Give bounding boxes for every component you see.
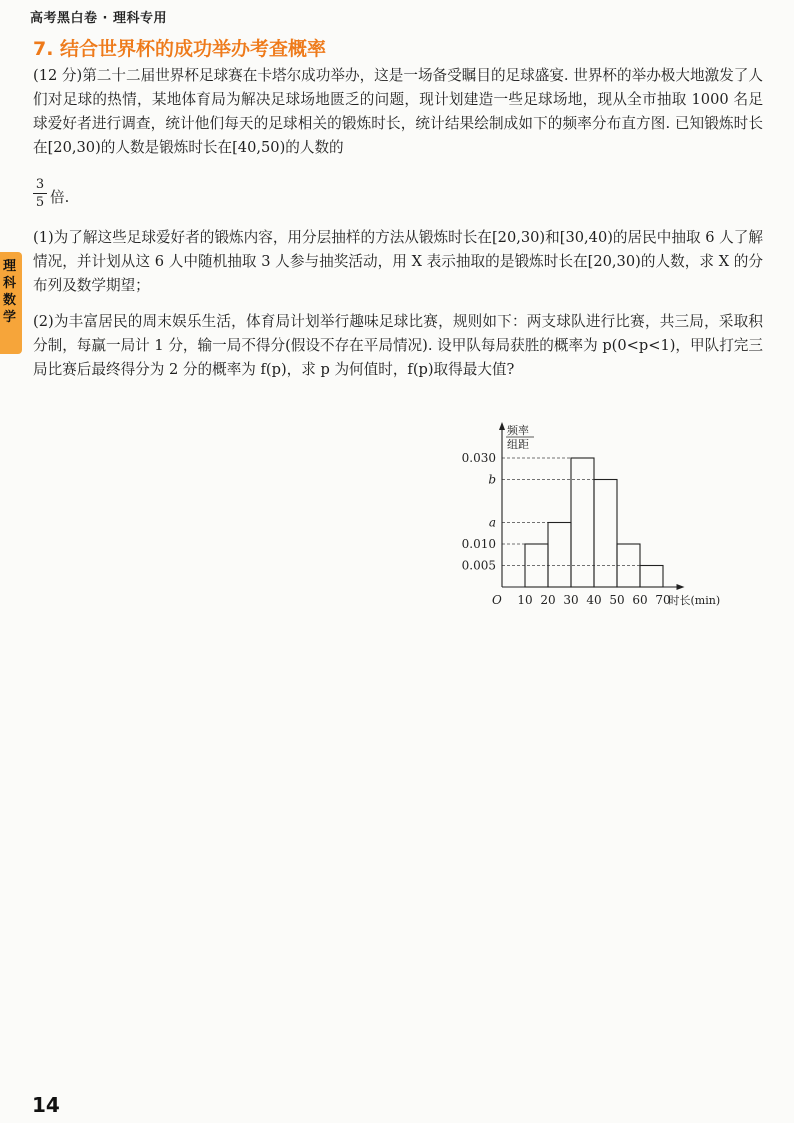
histogram-bar bbox=[640, 566, 663, 588]
origin-label: O bbox=[492, 593, 502, 607]
x-tick-label: 70 bbox=[655, 593, 671, 607]
y-label-bottom: 组距 bbox=[507, 438, 529, 451]
x-tick-label: 20 bbox=[540, 593, 556, 607]
problem-title: 7. 结合世界杯的成功举办考查概率 bbox=[33, 38, 327, 60]
fraction-suffix: 倍. bbox=[50, 189, 70, 206]
subject-side-tab bbox=[0, 252, 22, 354]
problem-stem: (12 分)第二十二届世界杯足球赛在卡塔尔成功举办，这是一场备受瞩目的足球盛宴. 世界杯的举办极大地激发了人们对足球的热情，某地体育局为解决足球场地匮乏的问题，现计划建造一些足球场地，现从全市抽取 1000 名足球爱好者进行调查，统计他们每天的足球相关的锻炼时长，统计结果绘制成如下的频率分布直方图. 已知锻炼时长在[20,30)的人数是锻炼时长在[40,50)的人数的 bbox=[33, 67, 763, 156]
x-tick-label: 50 bbox=[609, 593, 625, 607]
y-tick-label: b bbox=[488, 472, 496, 487]
x-axis-arrow-icon bbox=[677, 584, 685, 590]
x-tick-label: 30 bbox=[563, 593, 579, 607]
x-tick-label: 40 bbox=[586, 593, 602, 607]
side-tab-label: 理科数学 bbox=[3, 259, 17, 325]
y-tick-label: 0.005 bbox=[461, 558, 496, 573]
fraction-denominator: 5 bbox=[35, 195, 45, 210]
y-label-top: 频率 bbox=[507, 424, 529, 437]
frequency-histogram bbox=[455, 420, 755, 615]
question-2: (2)为丰富居民的周末娱乐生活，体育局计划举行趣味足球比赛，规则如下：两支球队进行比赛，共三局，采取积分制，每赢一局计 1 分，输一局不得分(假设不存在平局情况). 设甲队每局获胜的概率为 p(0<p<1)，甲队打完三局比赛后最终得分为 2 分的概率为 f(p)，求 p 为何值时，f(p)取得最大值? bbox=[33, 313, 763, 378]
histogram-bar bbox=[594, 480, 617, 588]
histogram-bar bbox=[548, 523, 571, 588]
fraction-numerator: 3 bbox=[35, 177, 45, 192]
y-axis-arrow-icon bbox=[499, 422, 505, 430]
book-header: 高考黑白卷 · 理科专用 bbox=[30, 11, 167, 26]
question-1: (1)为了解这些足球爱好者的锻炼内容，用分层抽样的方法从锻炼时长在[20,30)和[30,40)的居民中抽取 6 人了解情况，并计划从这 6 人中随机抽取 3 人参与抽奖活动，用 X 表示抽取的是锻炼时长在[20,30)的人数，求 X 的分布列及数学期望； bbox=[33, 229, 763, 294]
page-number: 14 bbox=[32, 1093, 60, 1117]
x-tick-label: 60 bbox=[632, 593, 648, 607]
y-tick-label: a bbox=[488, 515, 496, 530]
x-axis-label: 时长(min) bbox=[668, 594, 721, 607]
histogram-bar bbox=[571, 458, 594, 587]
y-tick-label: 0.010 bbox=[461, 537, 496, 551]
x-tick-label: 10 bbox=[517, 593, 533, 607]
fraction-bar bbox=[33, 193, 47, 194]
y-tick-label: 0.030 bbox=[461, 451, 496, 465]
fraction-three-fifths bbox=[33, 177, 47, 210]
